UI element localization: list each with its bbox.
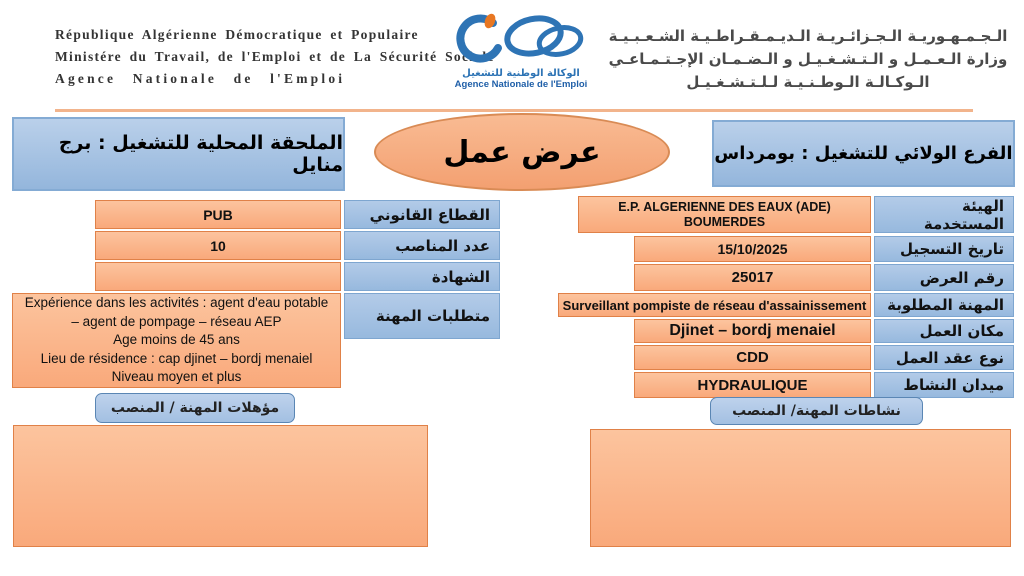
ar-header-line-ministry: وزارة الـعـمـل و الـتـشـغـيـل و الـضـمـان الإجـتـمـاعـي [608,50,1008,68]
offer-value-contract-type: CDD [634,345,871,370]
offer-label-work-location: مكان العمل [874,319,1014,343]
details-value-legal-sector: PUB [95,200,341,229]
details-label-requirements: متطلبات المهنة [344,293,500,339]
activities-pill: نشاطات المهنة/ المنصب [710,397,923,425]
offer-label-registration-date: تاريخ التسجيل [874,236,1014,262]
offer-label-contract-type: نوع عقد العمل [874,345,1014,370]
offer-label-offer-number: رقم العرض [874,264,1014,291]
offer-value-profession: Surveillant pompiste de réseau d'assainissement [558,293,871,317]
offer-label-employer: الهيئة المستخدمة [874,196,1014,233]
requirement-line: Age moins de 45 ans [113,332,240,348]
requirement-line: – agent de pompage – réseau AEP [71,313,282,329]
requirement-line: Niveau moyen et plus [111,369,242,385]
logo-french-name: Agence Nationale de l'Emploi [454,79,588,90]
offer-value-offer-number: 25017 [634,264,871,291]
logo-arabic-name: الوكالة الوطنية للتشغيل [462,68,580,79]
offer-value-employer: E.P. ALGERIENNE DES EAUX (ADE) BOUMERDES [578,196,871,233]
requirement-line: Expérience dans les activités : agent d'eau potable [24,295,329,311]
ar-header-line-agency: الـوكـالـة الـوطـنـيـة لـلـتـشـغـيـل [686,73,930,91]
offer-value-activity-field: HYDRAULIQUE [634,372,871,398]
details-value-requirements [12,293,341,388]
arabic-ministry-header [600,25,1016,94]
details-value-positions-count: 10 [95,231,341,260]
qualifications-empty-box [13,425,428,547]
details-label-diploma: الشهادة [344,262,500,291]
activities-empty-box [590,429,1011,547]
ar-header-line-republic: الـجـمـهـوريـة الـجـزائـريـة الـديـمـقـراطـيـة الشـعـبـيـة [608,27,1008,45]
anem-logo [437,10,605,90]
qualifications-pill: مؤهلات المهنة / المنصب [95,393,295,423]
local-annex-title: الملحقة المحلية للتشغيل : برج منايل [12,117,345,191]
header-divider [55,109,973,112]
wilaya-branch-title: الفرع الولائي للتشغيل : بومرداس [712,120,1015,187]
details-value-diploma [95,262,341,291]
details-label-legal-sector: القطاع القانوني [344,200,500,229]
fr-header-line-agency: Agence Nationale de l'Emploi [55,71,346,86]
offer-label-activity-field: ميدان النشاط [874,372,1014,398]
offer-value-registration-date: 15/10/2025 [634,236,871,262]
french-ministry-header [55,24,495,90]
details-label-positions-count: عدد المناصب [344,231,500,260]
anem-logo-icon [441,10,601,66]
fr-header-line-republic: République Algérienne Démocratique et Populaire [55,27,419,42]
fr-header-line-ministry: Ministére du Travail, de l'Emploi et de La Sécurité Sociale [55,49,495,64]
offer-value-work-location: Djinet – bordj menaiel [634,319,871,343]
offer-label-profession: المهنة المطلوبة [874,293,1014,317]
requirement-line: Lieu de résidence : cap djinet – bordj menaiel [40,350,313,366]
job-offer-title-ellipse: عرض عمل [374,113,670,191]
